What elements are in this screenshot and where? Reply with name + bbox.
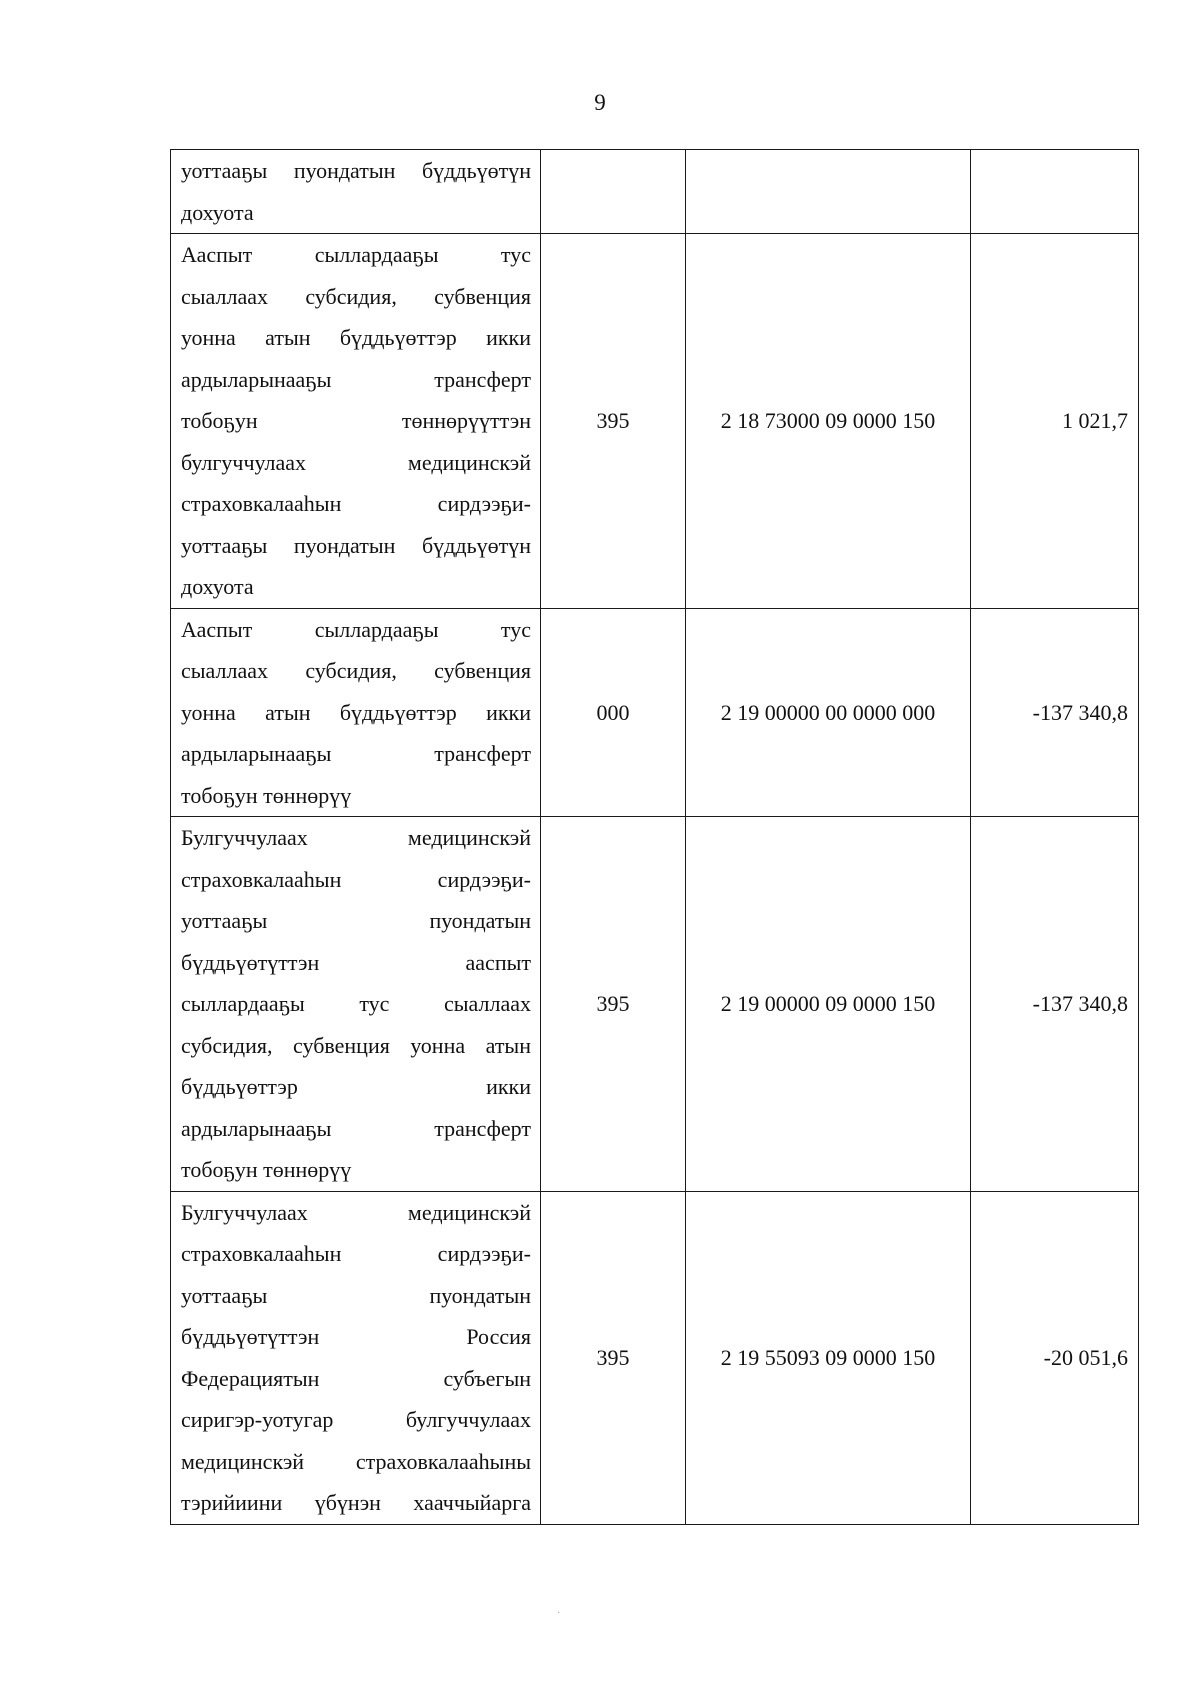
description-line: дохуота [181, 574, 254, 599]
description-line: сиригэр-уотугар булгуччулаах [181, 1407, 531, 1432]
description-line: уоттааҕы пуондатын [181, 908, 531, 933]
description-line: бүддьүөтүттэн Россия [181, 1324, 531, 1349]
description-line: ардыларынааҕы трансферт [181, 741, 531, 766]
description-line: уоттааҕы пуондатын [181, 1282, 531, 1308]
budget-code-cell: 2 19 00000 00 0000 000 [686, 608, 971, 817]
table-row [171, 150, 1139, 234]
footer-mark: · [557, 1608, 561, 1619]
row-description [171, 608, 541, 817]
amount-cell: -20 051,6 [971, 1191, 1139, 1524]
description-line: уонна атын бүддьүөттэр икки [181, 699, 531, 725]
row-description [171, 817, 541, 1192]
description-line: уоттааҕы пуондатын бүддьүөтүн [181, 532, 531, 558]
description-line: сыаллаах субсидия, субвенция [181, 283, 531, 309]
description-line: тобоҕун төннөрүүттэн [181, 408, 531, 433]
budget-code-cell: 2 19 55093 09 0000 150 [686, 1191, 971, 1524]
row-description [171, 234, 541, 609]
description-line: медицинскэй страховкалааһыны [181, 1448, 531, 1474]
row-description [171, 1191, 541, 1524]
description-line: страховкалааһын сирдээҕи- [181, 866, 531, 892]
amount-cell: 1 021,7 [971, 234, 1139, 609]
description-line: тобоҕун төннөрүү [181, 782, 352, 808]
description-line: бүддьүөттэр икки [181, 1074, 531, 1099]
admin-code-cell: 395 [541, 817, 686, 1192]
budget-code-cell [686, 150, 971, 234]
description-line: сыаллаах субсидия, субвенция [181, 658, 531, 683]
table-row [171, 1191, 1139, 1524]
amount-cell: -137 340,8 [971, 608, 1139, 817]
description-line: ардыларынааҕы трансферт [181, 366, 531, 392]
description-line: тэрийиини үбүнэн хааччыйарга [181, 1490, 531, 1515]
row-description [171, 150, 541, 234]
description-line: бүддьүөтүттэн ааспыт [181, 949, 531, 975]
table-row [171, 234, 1139, 609]
description-line: тобоҕун төннөрүү [181, 1157, 352, 1182]
description-line: Ааспыт сыллардааҕы тус [181, 242, 531, 267]
admin-code-cell: 000 [541, 608, 686, 817]
budget-code-cell: 2 19 00000 09 0000 150 [686, 817, 971, 1192]
description-line: Федерациятын субъегын [181, 1365, 531, 1391]
admin-code-cell: 395 [541, 1191, 686, 1524]
description-line: Булгуччулаах медицинскэй [181, 825, 531, 850]
description-line: Булгуччулаах медицинскэй [181, 1199, 531, 1225]
amount-cell [971, 150, 1139, 234]
table-row [171, 608, 1139, 817]
description-line: булгуччулаах медицинскэй [181, 449, 531, 475]
description-line: ардыларынааҕы трансферт [181, 1115, 531, 1141]
description-line: страховкалааһын сирдээҕи- [181, 1241, 531, 1266]
table-row [171, 817, 1139, 1192]
budget-code-cell: 2 18 73000 09 0000 150 [686, 234, 971, 609]
description-line: дохуота [181, 199, 254, 225]
admin-code-cell: 395 [541, 234, 686, 609]
description-line: страховкалааһын сирдээҕи- [181, 491, 531, 516]
budget-table [170, 149, 1139, 1525]
description-line: уоттааҕы пуондатын бүддьүөтүн [181, 158, 531, 183]
description-line: уонна атын бүддьүөттэр икки [181, 325, 531, 350]
description-line: субсидия, субвенция уонна атын [181, 1032, 531, 1058]
page-number: 9 [594, 90, 606, 115]
description-line: Ааспыт сыллардааҕы тус [181, 616, 531, 642]
amount-cell: -137 340,8 [971, 817, 1139, 1192]
description-line: сыллардааҕы тус сыаллаах [181, 991, 531, 1016]
admin-code-cell [541, 150, 686, 234]
